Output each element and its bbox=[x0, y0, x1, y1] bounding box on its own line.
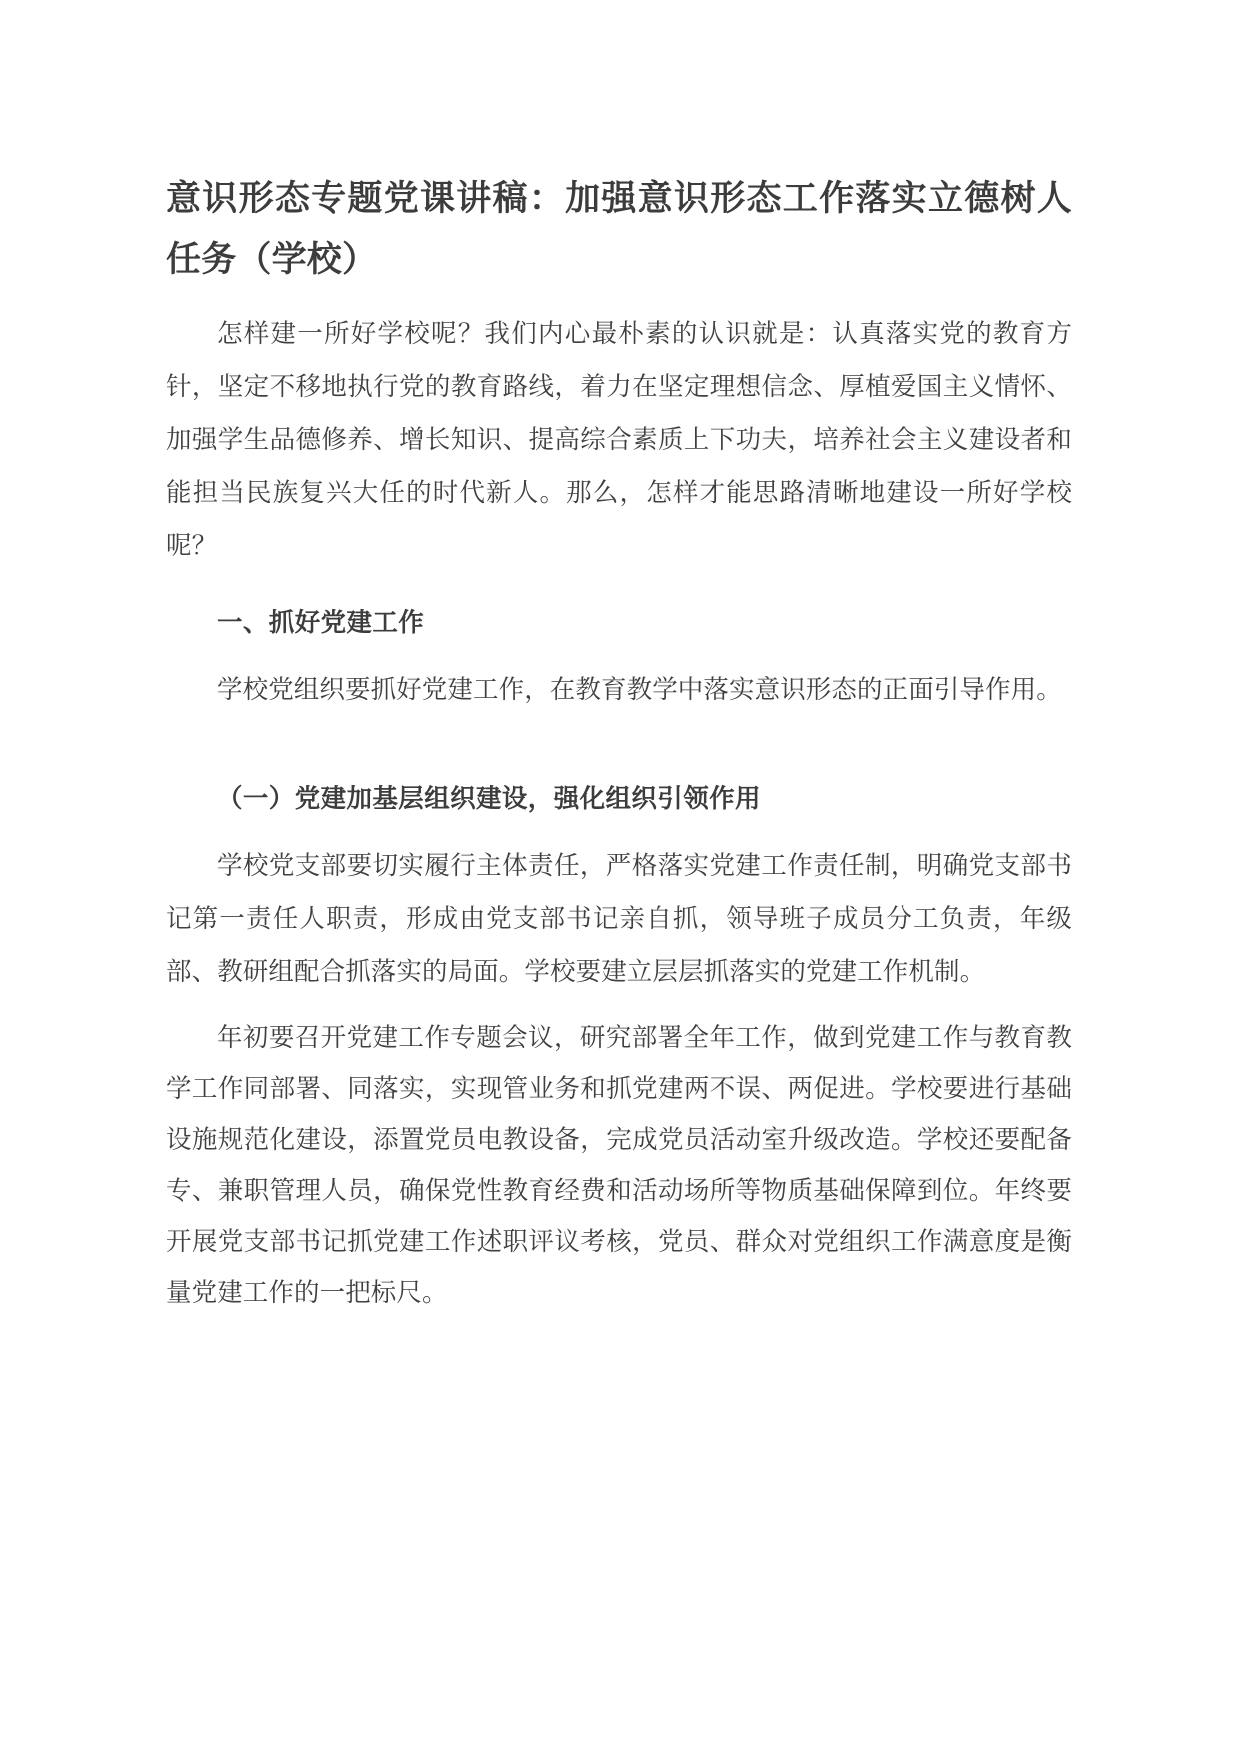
page-title: 意识形态专题党课讲稿：加强意识形态工作落实立德树人任务（学校） bbox=[166, 179, 1072, 279]
section-heading-one: 一、抓好党建工作 bbox=[217, 609, 425, 637]
intro-paragraph: 怎样建一所好学校呢？我们内心最朴素的认识就是：认真落实党的教育方针，坚定不移地执行党的教育路线，着力在坚定理想信念、厚植爱国主义情怀、加强学生品德修养、增长知识、提高综合素质上下功夫，培养社会主义建设者和能担当民族复兴大任的时代新人。那么，怎样才能思路清晰地建设一所好学校呢？ bbox=[166, 320, 1072, 560]
spacer bbox=[166, 573, 1072, 597]
section-one-paragraph: 学校党组织要抓好党建工作，在教育教学中落实意识形态的正面引导作用。 bbox=[217, 676, 1062, 704]
subsection-one-paragraph-1: 学校党支部要切实履行主体责任，严格落实党建工作责任制，明确党支部书记第一责任人职责，形成由党支部书记亲自抓，领导班子成员分工负责，年级部、教研组配合抓落实的局面。学校要建立层层抓落实的党建工作机制。 bbox=[166, 852, 1072, 986]
spacer bbox=[166, 826, 1072, 840]
spacer bbox=[166, 717, 1072, 773]
subsection-one-paragraph-2: 年初要召开党建工作专题会议，研究部署全年工作，做到党建工作与教育教学工作同部署、同落实，实现管业务和抓党建两不误、两促进。学校要进行基础设施规范化建设，添置党员电教设备，完成党员活动室升级改造。学校还要配备专、兼职管理人员，确保党性教育经费和活动场所等物质基础保障到位。年终要开展党支部书记抓党建工作述职评议考核，党员、群众对党组织工作满意度是衡量党建工作的一把标尺。 bbox=[166, 1024, 1072, 1307]
spacer bbox=[166, 999, 1072, 1013]
spacer bbox=[166, 650, 1072, 664]
subsection-heading-one: （一）党建加基层组织建设，强化组织引领作用 bbox=[217, 785, 761, 813]
